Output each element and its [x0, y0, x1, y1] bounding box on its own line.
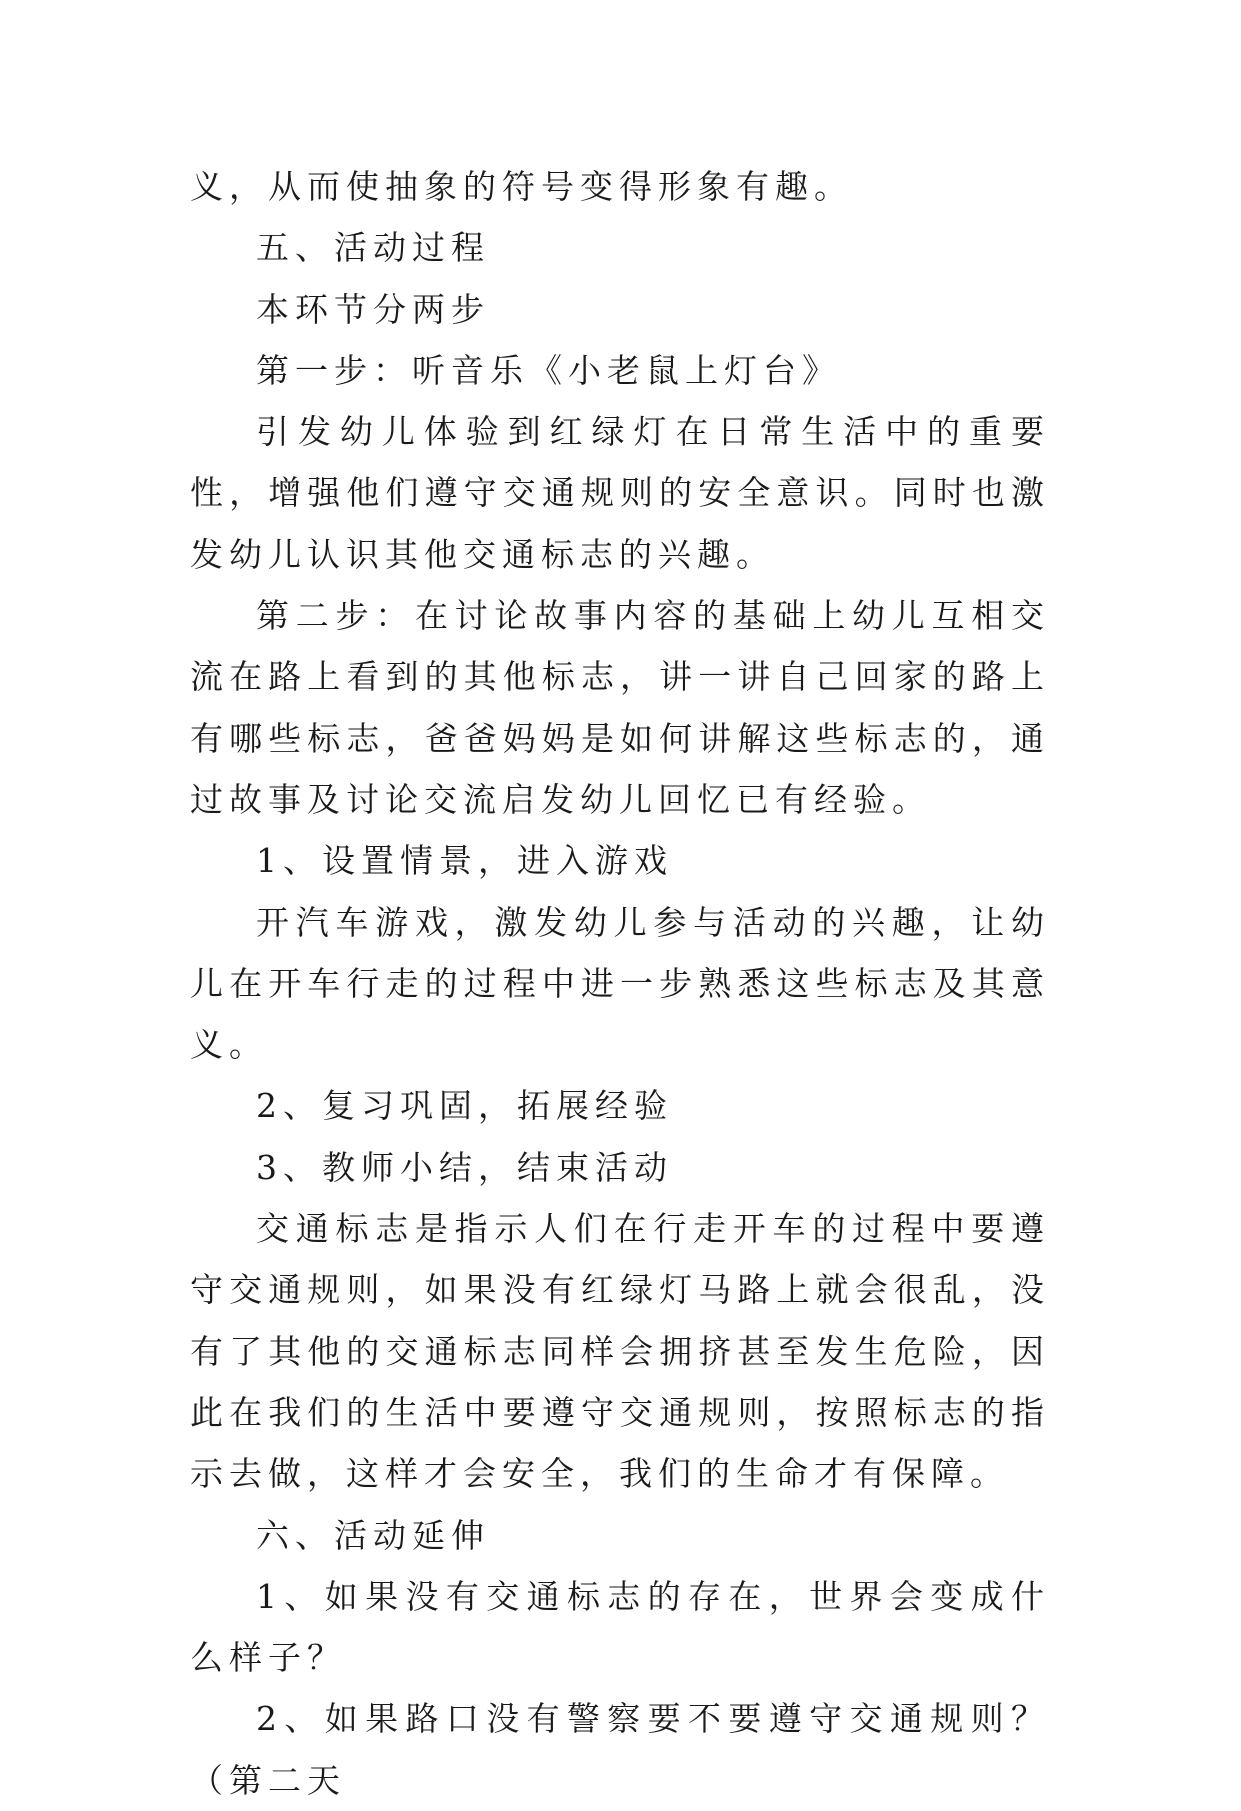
- heading-activity-extension: 六、活动延伸: [256, 1515, 490, 1555]
- paragraph-car-game: 开汽车游戏，激发幼儿参与活动的兴趣，让幼儿在开车行走的过程中进一步熟悉这些标志及其意义。: [190, 902, 1050, 1065]
- document-body: [190, 156, 1050, 1811]
- paragraph-step-one-detail: 引发幼儿体验到红绿灯在日常生活中的重要性，增强他们遵守交通规则的安全意识。同时也激发幼儿认识其他交通标志的兴趣。: [190, 412, 1050, 574]
- paragraph-step-one: 第一步：听音乐《小老鼠上灯台》: [256, 350, 841, 390]
- list-item-setup-scene: 1、设置情景，进入游戏: [256, 841, 673, 881]
- list-item-question-one: 1、如果没有交通标志的存在，世界会变成什么样子？: [190, 1576, 1050, 1678]
- list-item-review: 2、复习巩固，拓展经验: [256, 1086, 673, 1126]
- paragraph-step-two: 第二步：在讨论故事内容的基础上幼儿互相交流在路上看到的其他标志，讲一讲自己回家的路上有哪些标志，爸爸妈妈是如何讲解这些标志的，通过故事及讨论交流启发幼儿回忆已有经验。: [190, 596, 1050, 819]
- paragraph-two-steps: 本环节分两步: [256, 289, 490, 329]
- list-item-question-two: 2、如果路口没有警察要不要遵守交通规则？（第二天: [190, 1699, 1050, 1800]
- heading-activity-process: 五、活动过程: [256, 228, 490, 268]
- list-item-teacher-summary: 3、教师小结，结束活动: [256, 1147, 673, 1187]
- paragraph-summary: 交通标志是指示人们在行走开车的过程中要遵守交通规则，如果没有红绿灯马路上就会很乱，没有了其他的交通标志同样会拥挤甚至发生危险，因此在我们的生活中要遵守交通规则，按照标志的指示去做，这样才会安全，我们的生命才有保障。: [190, 1209, 1050, 1494]
- paragraph-continuation: 义，从而使抽象的符号变得形象有趣。: [190, 167, 853, 206]
